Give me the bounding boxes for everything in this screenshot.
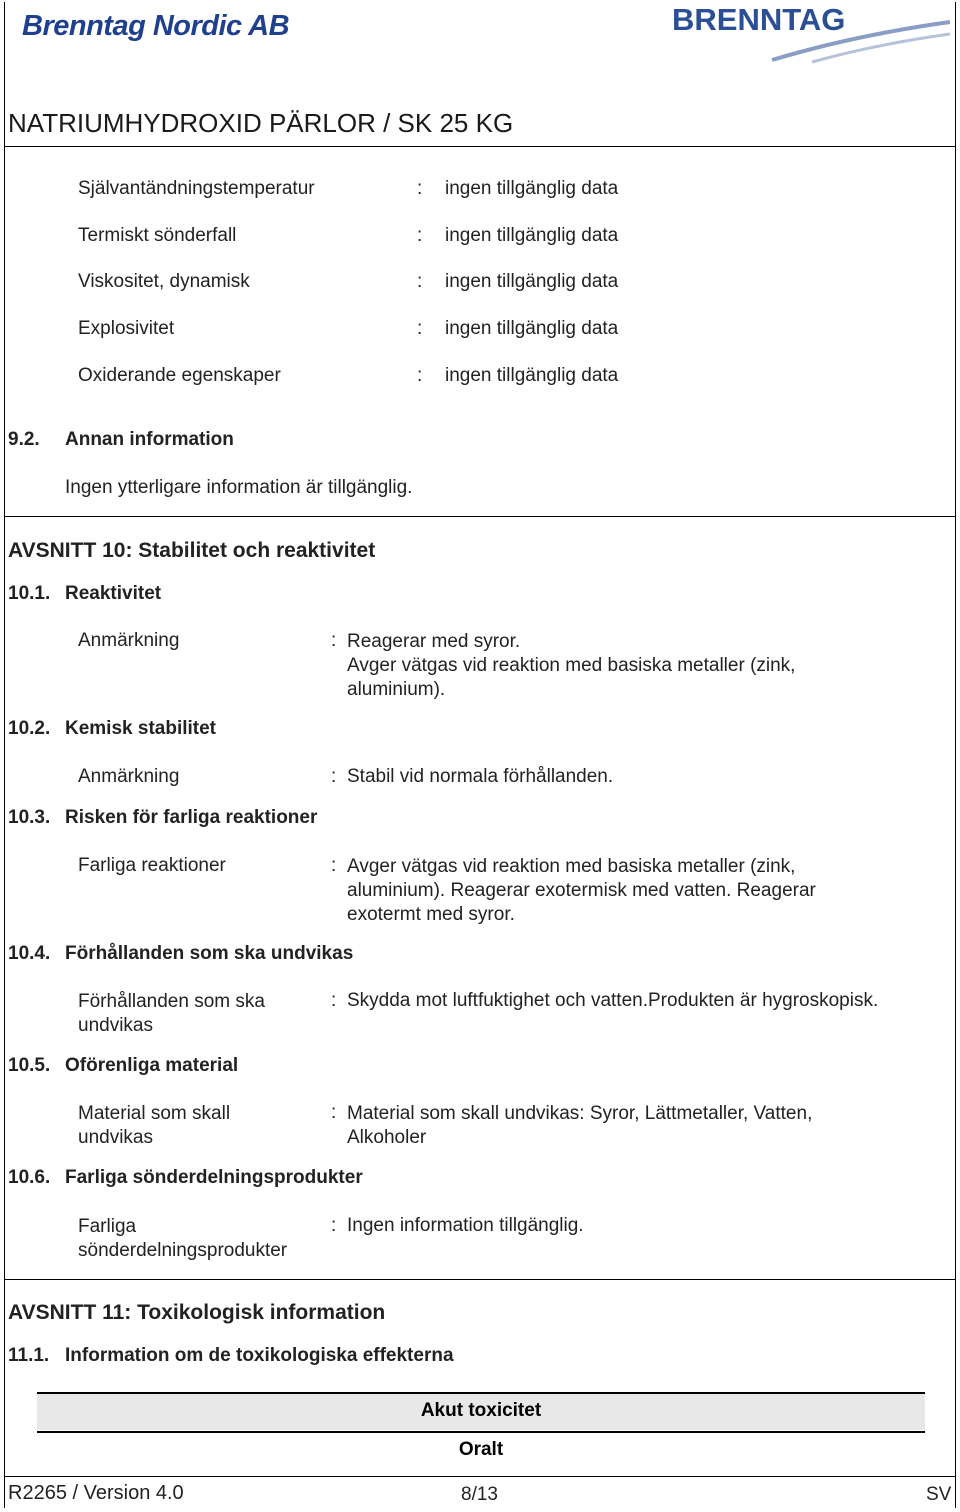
separator: :	[417, 178, 423, 199]
value-line: exotermt med syror.	[347, 904, 515, 925]
value-line: Material som skall undvikas: Syror, Lättmetaller, Vatten,	[347, 1103, 813, 1124]
property-value: ingen tillgänglig data	[445, 178, 619, 199]
label-line: Material som skall	[78, 1103, 231, 1124]
subsection-title: Oförenliga material	[65, 1055, 239, 1076]
product-title: NATRIUMHYDROXID PÄRLOR / SK 25 KG	[8, 108, 514, 138]
separator: :	[331, 1215, 337, 1236]
property-label: Oxiderande egenskaper	[78, 365, 281, 386]
field-value: Ingen information tillgänglig.	[347, 1215, 584, 1236]
value-line: Avger vätgas vid reaktion med basiska metaller (zink,	[347, 655, 796, 676]
label-line: Farliga	[78, 1216, 137, 1237]
subsection-heading-11-1	[8, 1345, 454, 1367]
subsection-number: 10.6.	[8, 1167, 51, 1188]
subsection-heading-9-2	[8, 429, 234, 451]
value-line: Alkoholer	[347, 1127, 427, 1148]
company-name: Brenntag Nordic AB	[22, 10, 290, 42]
subsection-number: 11.1.	[8, 1345, 50, 1366]
separator: :	[331, 990, 337, 1011]
label-line: undvikas	[78, 1015, 153, 1036]
subsection-number: 10.1.	[8, 583, 51, 604]
subsection-title: Reaktivitet	[65, 583, 162, 604]
separator: :	[417, 225, 423, 246]
subsection-title: Förhållanden som ska undvikas	[65, 943, 354, 964]
property-label: Självantändningstemperatur	[78, 178, 315, 199]
subsection-number: 10.3.	[8, 807, 51, 828]
section-title-11: AVSNITT 11: Toxikologisk information	[8, 1301, 386, 1324]
field-value	[347, 1102, 812, 1150]
subsection-title: Kemisk stabilitet	[65, 718, 216, 739]
table-subheader: Oralt	[458, 1439, 504, 1460]
subsection-heading-10-6	[8, 1167, 363, 1189]
subsection-number: 10.5.	[8, 1055, 51, 1076]
label-line: undvikas	[78, 1127, 153, 1148]
value-line: aluminium). Reagerar exotermisk med vatten. Reagerar	[347, 880, 816, 901]
info-text: Ingen ytterligare information är tillgänglig.	[65, 477, 413, 498]
subsection-number: 10.4.	[8, 943, 51, 964]
value-line: Reagerar med syror.	[347, 631, 521, 652]
field-label	[78, 1102, 230, 1150]
table-header-band	[37, 1392, 925, 1430]
field-value	[347, 630, 795, 702]
label-line: Förhållanden som ska	[78, 991, 265, 1012]
value-line: Avger vätgas vid reaktion med basiska metaller (zink,	[347, 856, 796, 877]
field-label: Anmärkning	[78, 630, 180, 651]
section-divider	[4, 516, 956, 517]
subsection-title: Risken för farliga reaktioner	[65, 807, 318, 828]
page-number: 8/13	[461, 1484, 498, 1505]
doc-reference: R2265 / Version 4.0	[8, 1482, 184, 1504]
field-label: Farliga reaktioner	[78, 855, 226, 876]
subsection-number: 10.2.	[8, 718, 51, 739]
property-value: ingen tillgänglig data	[445, 271, 619, 292]
title-divider	[4, 146, 956, 147]
table-subheader-band	[37, 1431, 925, 1469]
separator: :	[331, 1102, 337, 1123]
subsection-title: Annan information	[65, 429, 234, 450]
field-label: Anmärkning	[78, 766, 180, 787]
subsection-heading-10-3	[8, 807, 317, 829]
separator: :	[417, 365, 423, 386]
label-line: sönderdelningsprodukter	[78, 1240, 288, 1261]
separator: :	[417, 318, 423, 339]
property-label: Explosivitet	[78, 318, 175, 339]
field-value	[347, 855, 816, 927]
field-value: Skydda mot luftfuktighet och vatten.Produkten är hygroskopisk.	[347, 990, 879, 1011]
property-value: ingen tillgänglig data	[445, 225, 619, 246]
separator: :	[417, 271, 423, 292]
separator: :	[331, 630, 337, 651]
logo-swoosh-icon	[672, 2, 952, 64]
section-title-10: AVSNITT 10: Stabilitet och reaktivitet	[8, 539, 376, 562]
language-code: SV	[926, 1484, 952, 1505]
subsection-title: Information om de toxikologiska effekterna	[65, 1345, 454, 1366]
separator: :	[331, 855, 337, 876]
subsection-title: Farliga sönderdelningsprodukter	[65, 1167, 363, 1188]
table-header: Akut toxicitet	[420, 1400, 542, 1421]
property-value: ingen tillgänglig data	[445, 365, 619, 386]
field-label	[78, 990, 265, 1038]
section-divider	[4, 1279, 956, 1280]
property-label: Viskositet, dynamisk	[78, 271, 250, 292]
footer-divider	[4, 1476, 956, 1477]
subsection-heading-10-1	[8, 583, 161, 605]
logo-wordmark: BRENNTAG	[672, 2, 846, 37]
field-value: Stabil vid normala förhållanden.	[347, 766, 614, 787]
property-value: ingen tillgänglig data	[445, 318, 619, 339]
subsection-heading-10-5	[8, 1055, 238, 1077]
separator: :	[331, 766, 337, 787]
subsection-number: 9.2.	[8, 429, 40, 450]
field-label	[78, 1215, 287, 1263]
value-line: aluminium).	[347, 679, 446, 700]
subsection-heading-10-4	[8, 943, 353, 965]
property-label: Termiskt sönderfall	[78, 225, 237, 246]
subsection-heading-10-2	[8, 718, 216, 740]
brenntag-logo	[672, 2, 952, 64]
